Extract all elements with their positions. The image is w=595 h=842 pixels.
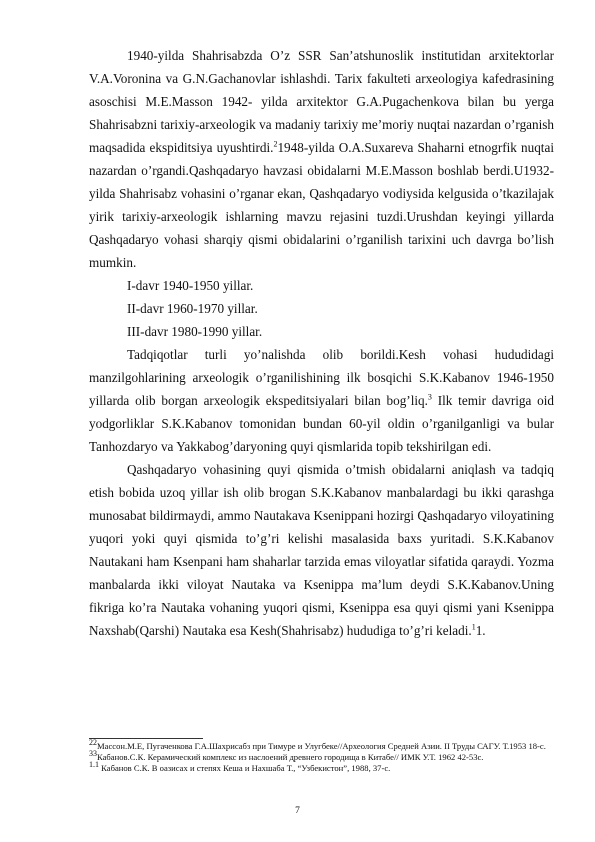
footnote-divider <box>89 738 203 739</box>
footnote-ref[interactable]: 2 <box>273 139 278 149</box>
footnotes <box>89 738 554 774</box>
period-1: I-davr 1940-1950 yillar. <box>127 278 254 293</box>
footnote-ref[interactable]: 1 <box>471 622 476 632</box>
paragraph-kabanov: Qashqadaryo vohasining quyi qismida o’tmish obidalarni aniqlash va tadqiq etish bobida uzoq yillar ish olib brogan S.K.Kabanov manbalardagi bu ikki qarashga munosabat bildirmaydi, ammo Nautakava Ksenippani hozirgi Qashqadaryo viloyatining yuqori yoki quyi qismida to’g’ri kelishi masalasida baxs yuritadi. S.K.Kabanov Nautakani ham Ksenpani ham shaharlar tarzida emas viloyatlar sifatida qaraydi. Yozma manbalarda ikki viloyat Nautaka va Ksenippa ma’lum deydi S.K.Kabanov.Uning fikriga ko’ra Nautaka vohaning yuqori qismi, Ksenippa esa quyi qismi yani Ksenippa Naxshab(Qarshi) Nautaka esa Kesh(Shahrisabz) hududiga to’g’ri keladi.$^1$1. <box>89 462 554 638</box>
period-3: III-davr 1980-1990 yillar. <box>127 324 263 339</box>
footnote-item: $^{1.1}$ Кабанов С.К. В оазисах и степях Кеша и Нахшаба Т., “Узбекистон”, 1988, 37-с. <box>89 760 391 773</box>
paragraph-intro: 1940-yilda Shahrisabzda O’z SSR San’atshunoslik institutidan arxitektorlar V.A.Voronina va G.N.Gachanovlar ishlashdi. Tarix fakulteti arxeologiya kafedrasining asoschisi M.E.Masson 1942- yilda arxitektor G.A.Pugachenkova bilan bu yerga Shahrisabzni tarixiy-arxeologik va madaniy tarixiy me’moriy nuqtai nazardan o’rganish maqsadida ekspiditsiya uyushtirdi.$^2$1948-yilda O.A.Suxareva Shaharni etnogrfik nuqtai nazardan o’rgandi.Qashqadaryo havzasi obidalarni M.E.Masson boshlab berdi.U1932-yilda Shahrisabz vohasini o’rganar ekan, Qashqadaryo vodiysida kelgusida o’tkazilajak yirik tarixiy-arxeologik ishlarning mavzu rejasini tuzdi.Urushdan keyingi yillarda Qashqadaryo vohasi sharqiy qismi obidalarini o’rganilish tarixini uch davrga bo’lish mumkin. <box>89 48 554 270</box>
page-number: 7 <box>295 806 300 816</box>
paragraph-research: Tadqiqotlar turli yo’nalishda olib borildi.Kesh vohasi hududidagi manzilgohlarining arxeologik o’rganilishining ilk bosqichi S.K.Kabanov 1946-1950 yillarda olib borgan arxeologik ekspeditsiyalari bilan bog’liq.$^3$ Ilk temir davriga oid yodgorliklar S.K.Kabanov tomonidan bundan 60-yil oldin o’rganilganligi va bular Tanhozdaryo va Yakkabog’daryoning quyi qismlarida topib tekshirilgan edi. <box>89 347 555 454</box>
body-text <box>89 44 554 642</box>
footnote-item: $^{33}$Кабанов.С.К. Керамический комплекс из наслоений древнего городища в Китабе// ИМК У.Т. 1962 42-53с. <box>89 749 484 762</box>
footnote-ref[interactable]: 3 <box>427 392 432 402</box>
period-2: II-davr 1960-1970 yillar. <box>127 301 258 316</box>
footnote-item: $^{22}$Массон.М.Е, Пугаченкова Г.А.Шахрисабз при Тимуре и Улугбеке//Археология Средней Азии. II Труды САГУ. Т.1953 18-с. <box>89 738 546 751</box>
